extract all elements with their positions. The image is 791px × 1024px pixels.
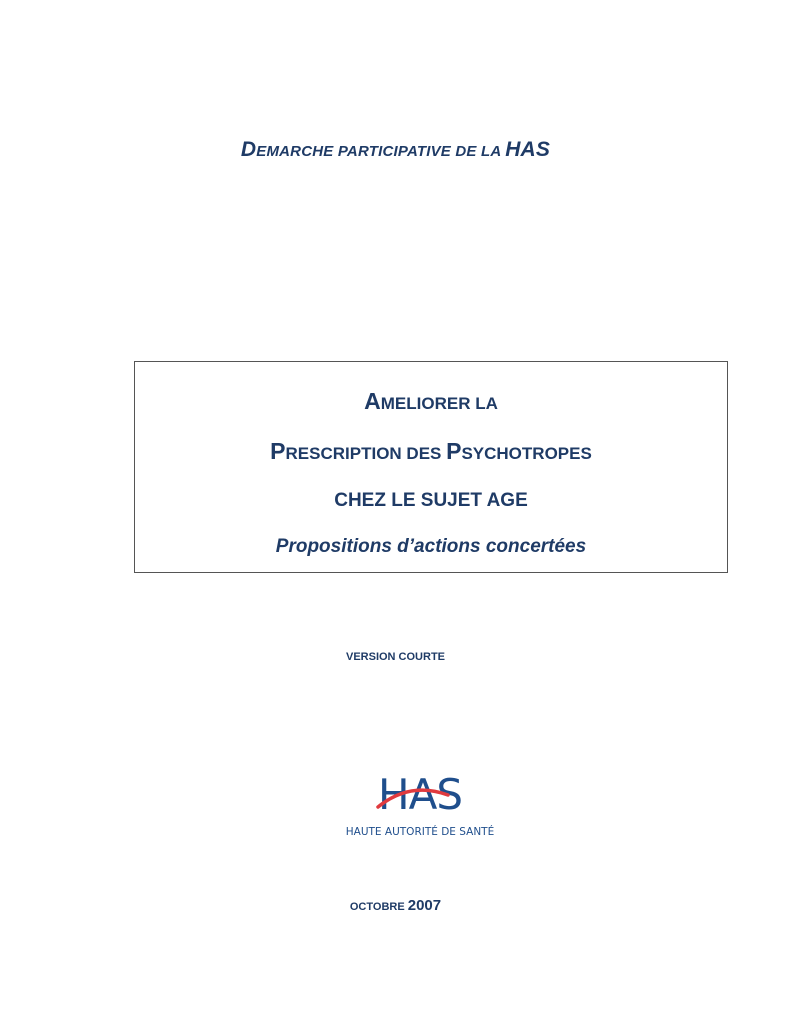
title-subtitle: Propositions d’actions concertées: [275, 536, 587, 557]
publication-year: 2007: [407, 897, 442, 914]
has-logo-acronym: HAS: [378, 770, 462, 819]
title-line-1-text: MELIORER LA: [380, 394, 498, 413]
program-heading-initial: D: [240, 138, 257, 161]
title-box: [134, 361, 728, 573]
program-heading: [0, 138, 791, 162]
title-line-3: CHEZ LE SUJET AGE: [334, 490, 528, 511]
title-line-1-initial: A: [364, 388, 381, 414]
version-label: VERSION COURTE: [345, 651, 445, 663]
title-line-2-initial-b: P: [446, 438, 462, 464]
publication-month: OCTOBRE: [349, 901, 408, 913]
title-line-1: [135, 388, 727, 415]
title-line-2-text-b: SYCHOTROPES: [461, 444, 592, 463]
title-line-2-text-a: RESCRIPTION DES: [285, 444, 447, 463]
program-heading-text: EMARCHE PARTICIPATIVE DE LA: [256, 143, 506, 160]
title-line-2: [135, 438, 727, 465]
has-logo: [330, 767, 510, 847]
program-heading-acronym: HAS: [505, 138, 551, 161]
has-logo-fullname: HAUTE AUTORITÉ DE SANTÉ: [345, 826, 495, 838]
publication-date: [0, 897, 791, 914]
title-line-2-initial: P: [270, 438, 286, 464]
